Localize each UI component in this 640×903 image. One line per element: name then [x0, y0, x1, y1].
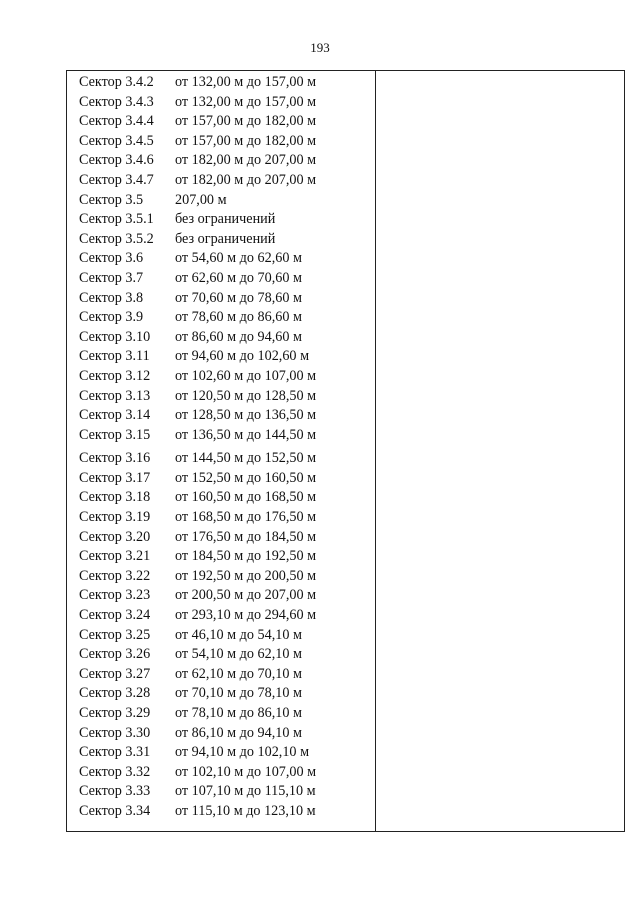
table-row	[67, 724, 375, 744]
height-range: от 128,50 м до 136,50 м	[175, 407, 317, 424]
sector-label: Сектор 3.28	[79, 685, 151, 702]
table-row	[67, 269, 375, 289]
sector-label: Сектор 3.8	[79, 289, 144, 306]
sector-label: Сектор 3.14	[79, 407, 151, 424]
table-row	[67, 547, 375, 567]
height-range: от 70,60 м до 78,60 м	[175, 289, 302, 306]
height-range: от 152,50 м до 160,50 м	[175, 469, 317, 486]
height-range: от 168,50 м до 176,50 м	[175, 509, 317, 526]
height-range: от 144,50 м до 152,50 м	[175, 450, 317, 467]
height-range: от 293,10 м до 294,60 м	[175, 607, 317, 624]
height-range: от 132,00 м до 157,00 м	[175, 74, 317, 90]
sector-label: Сектор 3.24	[79, 607, 151, 624]
sector-label: Сектор 3.11	[79, 348, 150, 365]
height-range: от 184,50 м до 192,50 м	[175, 548, 317, 565]
height-range: от 54,10 м до 62,10 м	[175, 646, 302, 663]
height-range: от 160,50 м до 168,50 м	[175, 489, 317, 506]
table-row	[67, 763, 375, 783]
table-row	[67, 665, 375, 685]
sector-label: Сектор 3.31	[79, 744, 151, 761]
sector-label: Сектор 3.6	[79, 250, 144, 267]
table-row	[67, 328, 375, 348]
sector-label: Сектор 3.5.1	[79, 211, 154, 228]
height-range: от 157,00 м до 182,00 м	[175, 113, 317, 130]
height-range: от 200,50 м до 207,00 м	[175, 587, 317, 604]
height-range: от 94,60 м до 102,60 м	[175, 348, 310, 365]
table-row	[67, 508, 375, 528]
table-row	[67, 387, 375, 407]
table-row	[67, 210, 375, 230]
table-row	[67, 347, 375, 367]
sector-label: Сектор 3.9	[79, 309, 144, 326]
sector-label: Сектор 3.5.2	[79, 230, 154, 247]
table-row	[67, 626, 375, 646]
sector-label: Сектор 3.26	[79, 646, 151, 663]
table-row	[67, 488, 375, 508]
table-row	[67, 93, 375, 113]
table-row	[67, 151, 375, 171]
height-range: от 182,00 м до 207,00 м	[175, 171, 317, 188]
height-range: 207,00 м	[175, 191, 227, 208]
sector-label: Сектор 3.4.2	[79, 74, 154, 90]
sector-label: Сектор 3.5	[79, 191, 144, 208]
height-range: от 62,10 м до 70,10 м	[175, 665, 302, 682]
empty-right-column	[376, 71, 624, 831]
table-row	[67, 449, 375, 469]
table-row	[67, 684, 375, 704]
table-row	[67, 645, 375, 665]
table-row	[67, 426, 375, 446]
table-row	[67, 308, 375, 328]
height-range: от 102,60 м до 107,00 м	[175, 367, 317, 384]
table-row	[67, 367, 375, 387]
table-row	[67, 132, 375, 152]
table-row	[67, 802, 375, 822]
height-range: без ограничений	[175, 211, 276, 228]
table-row	[67, 606, 375, 626]
table-row	[67, 469, 375, 489]
table-row	[67, 289, 375, 309]
sector-label: Сектор 3.23	[79, 587, 151, 604]
sector-label: Сектор 3.27	[79, 665, 151, 682]
height-range: от 102,10 м до 107,00 м	[175, 763, 317, 780]
height-range: от 120,50 м до 128,50 м	[175, 387, 317, 404]
sector-label: Сектор 3.30	[79, 724, 151, 741]
table-row	[67, 191, 375, 211]
height-range: от 136,50 м до 144,50 м	[175, 426, 317, 443]
height-range: от 70,10 м до 78,10 м	[175, 685, 302, 702]
sector-label: Сектор 3.15	[79, 426, 151, 443]
height-range: от 192,50 м до 200,50 м	[175, 567, 317, 584]
sector-label: Сектор 3.21	[79, 548, 151, 565]
sector-label: Сектор 3.7	[79, 269, 144, 286]
sector-label: Сектор 3.29	[79, 705, 151, 721]
height-range: от 46,10 м до 54,10 м	[175, 626, 302, 643]
height-range: от 78,60 м до 86,60 м	[175, 309, 302, 326]
sector-label: Сектор 3.22	[79, 567, 151, 584]
height-range: от 54,60 м до 62,60 м	[175, 250, 302, 267]
sector-label: Сектор 3.4.7	[79, 171, 154, 188]
height-range: от 94,10 м до 102,10 м	[175, 744, 310, 761]
sector-label: Сектор 3.4.4	[79, 113, 154, 130]
sector-label: Сектор 3.17	[79, 469, 151, 486]
sector-label: Сектор 3.12	[79, 367, 151, 384]
sector-label: Сектор 3.25	[79, 626, 151, 643]
sector-label: Сектор 3.10	[79, 328, 151, 345]
sector-label: Сектор 3.13	[79, 387, 151, 404]
table-row	[67, 567, 375, 587]
table-row	[67, 782, 375, 802]
height-range: от 157,00 м до 182,00 м	[175, 132, 317, 149]
sector-label: Сектор 3.19	[79, 509, 151, 526]
height-range: от 115,10 м до 123,10 м	[175, 802, 316, 819]
height-range: от 86,10 м до 94,10 м	[175, 724, 302, 741]
height-range: от 176,50 м до 184,50 м	[175, 528, 317, 545]
height-range: от 107,10 м до 115,10 м	[175, 783, 316, 800]
sector-table	[66, 70, 625, 832]
sector-label: Сектор 3.33	[79, 783, 151, 800]
table-row	[67, 73, 375, 93]
sector-label: Сектор 3.4.3	[79, 93, 154, 110]
table-row	[67, 249, 375, 269]
page-number: 193	[310, 40, 330, 55]
height-range: от 86,60 м до 94,60 м	[175, 328, 302, 345]
table-row	[67, 743, 375, 763]
table-row	[67, 528, 375, 548]
height-range: от 132,00 м до 157,00 м	[175, 93, 317, 110]
sector-label: Сектор 3.34	[79, 802, 151, 819]
sector-rows	[67, 73, 375, 822]
height-range: от 78,10 м до 86,10 м	[175, 705, 302, 721]
sector-label: Сектор 3.4.6	[79, 152, 154, 169]
height-range: от 62,60 м до 70,60 м	[175, 269, 302, 286]
table-row	[67, 112, 375, 132]
sector-label: Сектор 3.16	[79, 450, 151, 467]
table-row	[67, 586, 375, 606]
sector-label: Сектор 3.20	[79, 528, 151, 545]
sector-label: Сектор 3.4.5	[79, 132, 154, 149]
table-row	[67, 704, 375, 724]
sector-label: Сектор 3.32	[79, 763, 151, 780]
sector-label: Сектор 3.18	[79, 489, 151, 506]
height-range: от 182,00 м до 207,00 м	[175, 152, 317, 169]
table-row	[67, 230, 375, 250]
table-row	[67, 406, 375, 426]
table-row	[67, 171, 375, 191]
height-range: без ограничений	[175, 230, 276, 247]
